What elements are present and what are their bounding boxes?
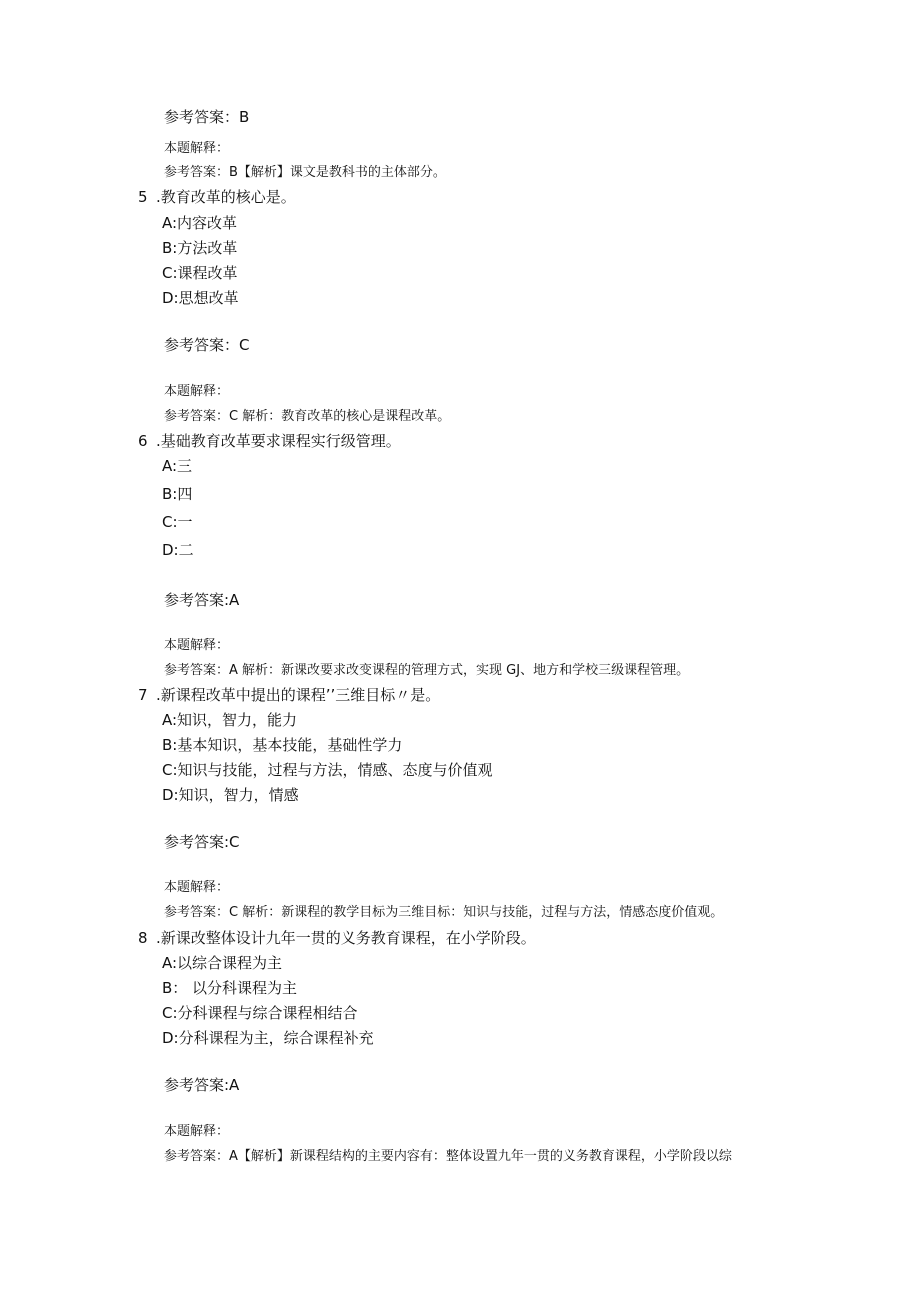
- question-number: 6: [138, 432, 148, 450]
- answer-line: 参考答案:A: [164, 591, 240, 609]
- explanation-text: 参考答案：C 解析：新课程的教学目标为三维目标：知识与技能，过程与方法，情感态度价值观。: [164, 905, 724, 920]
- question-text: .基础教育改革要求课程实行级管理。: [156, 432, 401, 450]
- explanation-label: 本题解释：: [164, 384, 230, 399]
- explanation-label: 本题解释：: [164, 141, 230, 156]
- option-c: C:课程改革: [162, 264, 238, 282]
- option-b: B:方法改革: [162, 239, 238, 257]
- option-c: C:知识与技能，过程与方法，情感、态度与价值观: [162, 761, 493, 779]
- option-d: D:二: [162, 541, 194, 559]
- answer-line: 参考答案：B: [164, 108, 250, 126]
- explanation-text: 参考答案：A 解析：新课改要求改变课程的管理方式，实现 GJ、地方和学校三级课程管理。: [164, 663, 690, 678]
- option-a: A:内容改革: [162, 214, 238, 232]
- option-d: D:知识，智力，情感: [162, 786, 299, 804]
- explanation-label: 本题解释：: [164, 1124, 230, 1139]
- option-b: B:四: [162, 485, 193, 503]
- question-number: 7: [138, 686, 148, 704]
- answer-line: 参考答案：C: [164, 336, 250, 354]
- option-c: C:一: [162, 513, 193, 531]
- explanation-label: 本题解释：: [164, 638, 230, 653]
- option-a: A:三: [162, 457, 193, 475]
- option-d: D:思想改革: [162, 289, 239, 307]
- option-a: A:以综合课程为主: [162, 954, 283, 972]
- question-number: 5: [138, 188, 148, 206]
- option-d: D:分科课程为主，综合课程补充: [162, 1029, 374, 1047]
- question-number: 8: [138, 929, 148, 947]
- question-text: .教育改革的核心是。: [156, 188, 296, 206]
- option-b: B:基本知识，基本技能，基础性学力: [162, 736, 403, 754]
- answer-line: 参考答案:C: [164, 833, 240, 851]
- explanation-text: 参考答案：A【解析】新课程结构的主要内容有：整体设置九年一贯的义务教育课程，小学阶段以综: [164, 1149, 732, 1164]
- option-c: C:分科课程与综合课程相结合: [162, 1004, 358, 1022]
- explanation-label: 本题解释：: [164, 880, 230, 895]
- option-b: B： 以分科课程为主: [162, 979, 298, 997]
- explanation-text: 参考答案：C 解析：教育改革的核心是课程改革。: [164, 409, 451, 424]
- option-a: A:知识，智力，能力: [162, 711, 298, 729]
- answer-line: 参考答案:A: [164, 1076, 240, 1094]
- question-text: .新课程改革中提出的课程’’三维目标〃是。: [156, 686, 441, 704]
- question-text: .新课改整体设计九年一贯的义务教育课程，在小学阶段。: [156, 929, 536, 947]
- explanation-text: 参考答案：B【解析】课文是教科书的主体部分。: [164, 165, 446, 180]
